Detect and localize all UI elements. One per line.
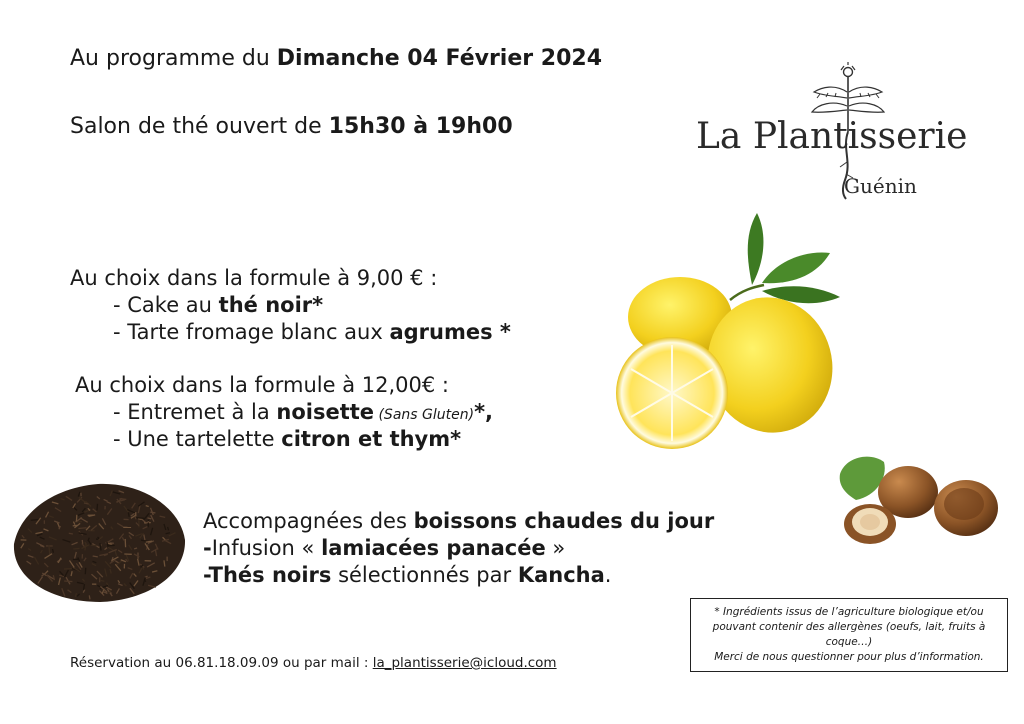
allergen-note-box xyxy=(690,598,1008,672)
formula-9-item-tarte: - Tarte fromage blanc aux agrumes * xyxy=(113,320,511,344)
reservation-email-link[interactable]: la_plantisserie@icloud.com xyxy=(372,655,557,671)
logo xyxy=(690,62,970,207)
tea-leaf-texture xyxy=(64,569,72,570)
tea-leaf-texture xyxy=(64,581,72,582)
tea-leaf-texture xyxy=(128,512,129,517)
logo-subtitle: Guénin xyxy=(844,174,917,198)
formula-9-item-cake: - Cake au thé noir* xyxy=(113,293,324,317)
tea-leaf-texture xyxy=(31,519,39,520)
tea-leaf-texture xyxy=(164,560,165,566)
hazelnuts-image xyxy=(836,452,1004,548)
tea-leaf-texture xyxy=(136,518,144,519)
tea-leaf-texture xyxy=(97,504,98,511)
tea-leaf-texture xyxy=(73,548,79,549)
formula-9-title: Au choix dans la formule à 9,00 € : xyxy=(70,266,438,290)
drinks-black-teas: -Thés noirs sélectionnés par Kancha. xyxy=(203,563,612,587)
allergen-note-text: * Ingrédients issus de l’agriculture biologique et/ou pouvant contenir des allergènes (oeufs, lait, fruits à coque…) xyxy=(712,606,986,648)
tea-leaf-texture xyxy=(166,533,170,534)
reservation-text: Réservation au 06.81.18.09.09 ou par mail : xyxy=(70,655,373,671)
tea-leaf-texture xyxy=(89,595,90,599)
tea-leaf-texture xyxy=(78,528,86,529)
tea-leaf-texture xyxy=(146,506,149,507)
lemons-image xyxy=(612,205,847,455)
tea-leaf-texture xyxy=(49,545,50,554)
allergen-note-contact: Merci de nous questionner pour plus d’information. xyxy=(714,651,984,663)
tea-leaf-texture xyxy=(120,499,127,500)
tea-leaf-texture xyxy=(91,545,97,546)
reservation-line xyxy=(70,655,557,671)
formula-12-item-entremet: - Entremet à la noisette (Sans Gluten)*, xyxy=(113,400,494,424)
opening-hours-line: Salon de thé ouvert de 15h30 à 19h00 xyxy=(70,114,513,139)
tea-leaf-texture xyxy=(69,533,73,534)
logo-title: La Plantisserie xyxy=(696,116,968,157)
drinks-intro: Accompagnées des boissons chaudes du jour xyxy=(203,509,715,533)
tea-leaf-texture xyxy=(84,584,85,590)
formula-12-title: Au choix dans la formule à 12,00€ : xyxy=(75,373,449,397)
tea-leaf-texture xyxy=(52,549,53,553)
drinks-infusion: -Infusion « lamiacées panacée » xyxy=(203,536,566,560)
tea-leaf-texture xyxy=(101,581,105,582)
tea-leaf-texture xyxy=(168,527,169,530)
black-tea-leaves-image xyxy=(10,478,188,606)
tea-leaf-texture xyxy=(134,548,137,549)
tea-leaf-texture xyxy=(73,525,77,526)
formula-12-item-tartelette: - Une tartelette citron et thym* xyxy=(113,427,462,451)
program-date-line: Au programme du Dimanche 04 Février 2024 xyxy=(70,46,603,71)
